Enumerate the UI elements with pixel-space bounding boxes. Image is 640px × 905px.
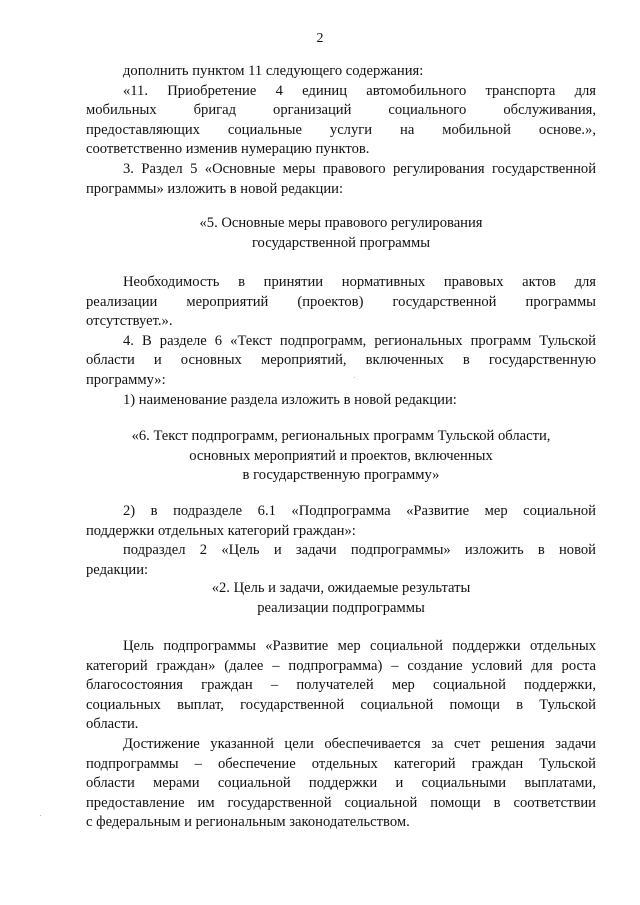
- scan-speck: [354, 377, 355, 378]
- heading-section-6: [86, 427, 596, 486]
- text-line: благосостояния граждан – получателей мер социальной поддержки,: [86, 677, 596, 694]
- text-line: Достижение указанной цели обеспечивается за счет решения задачи: [123, 735, 596, 752]
- text-line: «5. Основные меры правового регулирования: [199, 215, 483, 231]
- text-line: соответственно изменив нумерацию пунктов.: [86, 141, 370, 158]
- scan-speck: [40, 815, 41, 816]
- text-line: области и основных мероприятий, включенных в государственную: [86, 352, 596, 369]
- heading-section-5: [86, 214, 596, 253]
- text-line: 1) наименование раздела изложить в новой редакции:: [123, 391, 457, 408]
- text-line: «11. Приобретение 4 единиц автомобильного транспорта для: [123, 82, 596, 99]
- text-line: Необходимость в принятии нормативных правовых актов для: [123, 274, 596, 290]
- paragraph-3: [86, 502, 596, 580]
- text-line: мобильных бригад организаций социального обслуживания,: [86, 102, 596, 119]
- text-line: подраздел 2 «Цель и задачи подпрограммы» изложить в новой: [123, 542, 596, 559]
- text-line: основных мероприятий и проектов, включенных: [189, 447, 493, 464]
- text-line: дополнить пунктом 11 следующего содержания:: [123, 63, 424, 79]
- paragraph-4: [86, 637, 596, 833]
- text-line: отсутствует.».: [86, 313, 173, 330]
- text-line: программу»:: [86, 371, 166, 388]
- text-line: государственной программы: [251, 234, 431, 251]
- text-line: предоставление им государственной социальной помощи в соответствии: [86, 794, 596, 811]
- text-line: категорий граждан» (далее – подпрограмма) – создание условий для роста: [86, 657, 596, 674]
- text-line: 3. Раздел 5 «Основные меры правового регулирования государственной: [123, 160, 596, 177]
- text-line: социальных выплат, государственной социальной помощи в Тульской: [86, 696, 596, 713]
- text-line: 4. В разделе 6 «Текст подпрограмм, региональных программ Тульской: [123, 332, 596, 349]
- heading-subsection-2: [86, 579, 596, 618]
- paragraph-1: [86, 62, 596, 199]
- text-line: программы» изложить в новой редакции:: [86, 180, 344, 197]
- text-line: «2. Цель и задачи, ожидаемые результаты: [211, 580, 471, 596]
- text-line: области.: [86, 716, 139, 733]
- text-line: поддержки отдельных категорий граждан»:: [86, 522, 356, 539]
- text-line: области мерами социальной поддержки и социальными выплатами,: [86, 775, 596, 792]
- paragraph-2: [86, 273, 596, 410]
- text-line: предоставляющих социальные услуги на мобильной основе.»,: [86, 121, 596, 138]
- text-line: подпрограммы – обеспечение отдельных категорий граждан Тульской: [86, 755, 596, 772]
- text-line: «6. Текст подпрограмм, региональных программ Тульской области,: [131, 428, 551, 444]
- text-line: в государственную программу»: [242, 467, 440, 484]
- text-line: Цель подпрограммы «Развитие мер социальной поддержки отдельных: [123, 638, 596, 654]
- text-line: реализации мероприятий (проектов) государственной программы: [86, 293, 596, 310]
- text-line: реализации подпрограммы: [257, 599, 425, 616]
- text-line: с федеральным и региональным законодательством.: [86, 814, 410, 831]
- page-number: 2: [316, 31, 324, 46]
- text-line: 2) в подразделе 6.1 «Подпрограмма «Развитие мер социальной: [123, 503, 596, 519]
- text-line: редакции:: [86, 561, 149, 578]
